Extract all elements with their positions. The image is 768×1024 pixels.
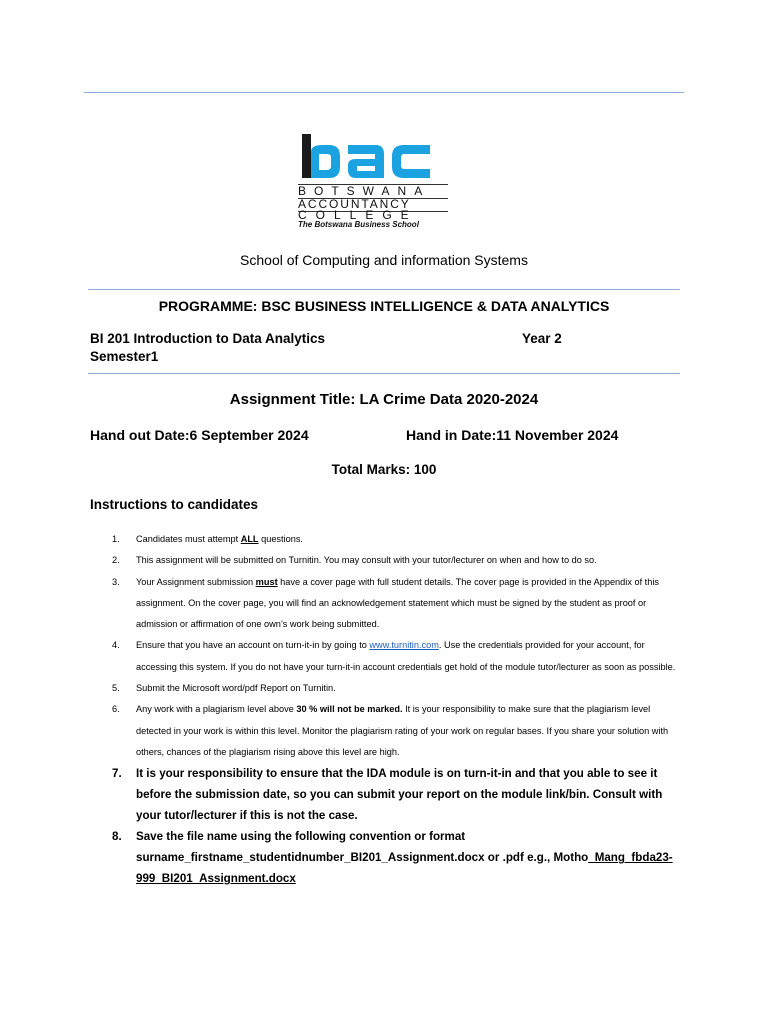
item-text: Candidates must attempt (136, 534, 241, 544)
list-item (112, 678, 687, 699)
filename-convention: surname_firstname_studentidnumber_BI201_Assignment.docx or .pdf e.g., Motho (136, 851, 589, 865)
divider (88, 373, 680, 374)
item-emphasis: must (255, 576, 278, 587)
item-number: 6. (112, 704, 120, 715)
logo-line-accountancy: ACCOUNTANCY (298, 197, 411, 211)
list-item (112, 826, 687, 889)
turnitin-link[interactable]: www.turnitin.com (369, 640, 439, 651)
divider (88, 289, 680, 290)
list-item (112, 550, 687, 571)
item-text: . Use the credentials provided for your account, for accessing this system. If you do not have your turn-it-in account credentials get hold of the module tutor/lecturer as soon as possible. (136, 640, 676, 672)
item-number: 1. (112, 534, 120, 544)
item-emphasis: 30 % will not be marked. (296, 704, 403, 715)
item-number: 2. (112, 555, 120, 566)
item-number: 8. (112, 830, 122, 844)
total-marks: Total Marks: 100 (331, 462, 437, 477)
logo-line-botswana: BOTSWANA (298, 184, 431, 198)
logo-tagline: The Botswana Business School (298, 220, 419, 229)
item-text: Submit the Microsoft word/pdf Report on Turnitin. (136, 683, 336, 694)
item-number: 7. (112, 767, 122, 781)
item-emphasis: ALL (240, 534, 259, 544)
list-item (112, 763, 687, 826)
item-text: It is your responsibility to make sure that the plagiarism level detected in your work is within this level. Monitor the plagiarism rating of your work on regular bases. If you share your solution with others, chances of the plagiarism rising above this level are high. (136, 704, 669, 757)
course-year: Year 2 (522, 331, 562, 346)
list-item (112, 572, 687, 636)
item-text: Save the file name using the following convention or format (136, 830, 466, 844)
hand-in-date: Hand in Date:11 November 2024 (406, 427, 619, 443)
course-semester: Semester1 (90, 349, 159, 364)
course-name: BI 201 Introduction to Data Analytics (90, 331, 326, 346)
college-logo (296, 132, 462, 232)
item-text: questions. (258, 534, 303, 544)
item-text: It is your responsibility to ensure that the IDA module is on turn-it-in and that you able to see it before the submission date, so you can submit your report on the module link/bin. Consult with your tutor/lecturer if this is not the case. (136, 767, 663, 823)
bac-logo-icon (296, 132, 452, 184)
school-name: School of Computing and information Systems (240, 252, 528, 268)
item-number: 4. (112, 640, 120, 651)
item-number: 3. (112, 576, 120, 587)
item-text: Ensure that you have an account on turn-it-in by going to (136, 640, 370, 651)
item-text: Your Assignment submission (136, 576, 256, 587)
item-text: This assignment will be submitted on Turnitin. You may consult with your tutor/lecturer on when and how to do so. (136, 555, 597, 566)
top-rule (84, 92, 684, 93)
list-item (112, 635, 687, 678)
instructions-heading: Instructions to candidates (90, 497, 259, 512)
list-item (112, 699, 687, 763)
programme-title: PROGRAMME: BSC BUSINESS INTELLIGENCE & DATA ANALYTICS (158, 298, 610, 314)
logo-line-college: COLLEGE (298, 208, 418, 222)
instructions-list (112, 529, 687, 889)
item-text: Any work with a plagiarism level above (136, 704, 297, 715)
item-text: have a cover page with full student details. The cover page is provided in the Appendix of this assignment. On the cover page, you will find an acknowledgement statement which must be signed by the student as proof or admission or affirmation of one own’s work being submitted. (136, 576, 659, 630)
hand-out-date: Hand out Date:6 September 2024 (90, 427, 309, 443)
filename-example: _Mang_fbda23-999_BI201_Assignment.docx (136, 851, 673, 886)
assignment-title: Assignment Title: LA Crime Data 2020-2024 (229, 391, 539, 408)
item-number: 5. (112, 683, 120, 694)
list-item (112, 529, 687, 550)
